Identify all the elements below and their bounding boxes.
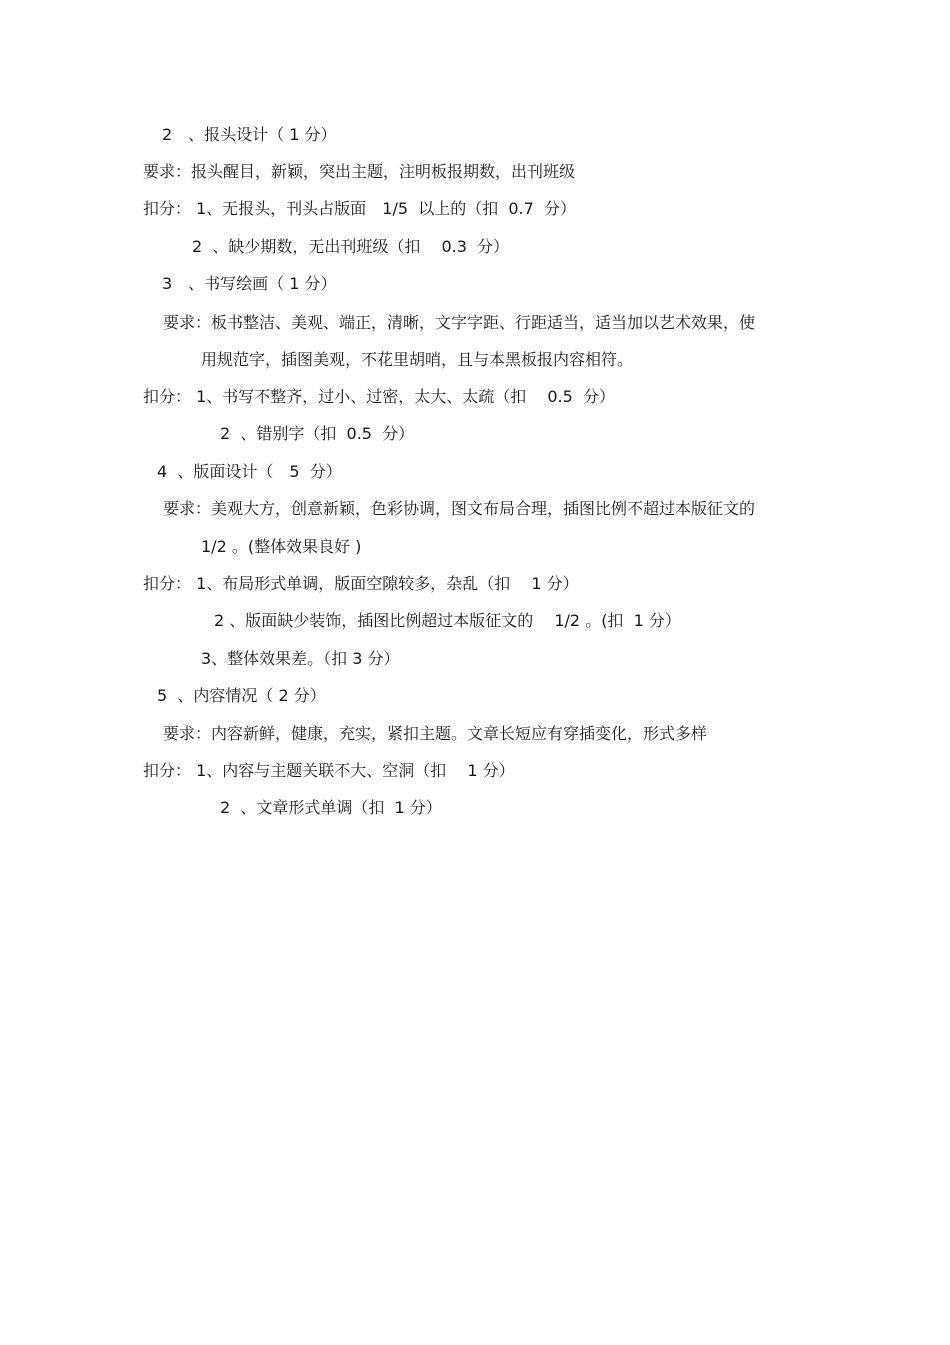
requirement-text: 要求：报头醒目，新颖，突出主题，注明板报期数，出刊班级	[143, 162, 576, 181]
section-heading-3: 3 、书写绘画（ 1 分）	[162, 274, 337, 293]
deduction-item: 扣分： 1、书写不整齐，过小、过密，太大、太疏（扣 0.5 分）	[143, 387, 615, 406]
deduction-item: 2 、文章形式单调（扣 1 分）	[220, 798, 442, 817]
deduction-item: 2 、版面缺少装饰，插图比例超过本版征文的 1/2 。(扣 1 分）	[214, 611, 681, 630]
requirement-text-continued: 1/2 。(整体效果良好 )	[201, 537, 362, 556]
deduction-item: 扣分： 1、布局形式单调，版面空隙较多，杂乱（扣 1 分）	[143, 574, 579, 593]
deduction-item: 扣分： 1、内容与主题关联不大、空洞（扣 1 分）	[143, 761, 515, 780]
deduction-item: 扣分： 1、无报头，刊头占版面 1/5 以上的（扣 0.7 分）	[143, 199, 576, 218]
requirement-text: 要求：内容新鲜，健康，充实，紧扣主题。文章长短应有穿插变化，形式多样	[163, 724, 708, 743]
requirement-text-continued: 用规范字，插图美观，不花里胡哨，且与本黑板报内容相符。	[201, 350, 634, 369]
requirement-text: 要求：美观大方，创意新颖，色彩协调，图文布局合理，插图比例不超过本版征文的	[163, 499, 756, 518]
deduction-item: 2 、缺少期数，无出刊班级（扣 0.3 分）	[192, 237, 510, 256]
section-heading-5: 5 、内容情况（ 2 分）	[157, 686, 326, 705]
requirement-text: 要求：板书整洁、美观、端正，清晰，文字字距、行距适当，适当加以艺术效果，使	[163, 313, 756, 332]
section-heading-4: 4 、版面设计（ 5 分）	[157, 462, 342, 481]
section-heading-2: 2 、报头设计（ 1 分）	[162, 125, 337, 144]
deduction-item: 3、整体效果差。（扣 3 分）	[201, 649, 400, 668]
deduction-item: 2 、错别字（扣 0.5 分）	[220, 424, 415, 443]
